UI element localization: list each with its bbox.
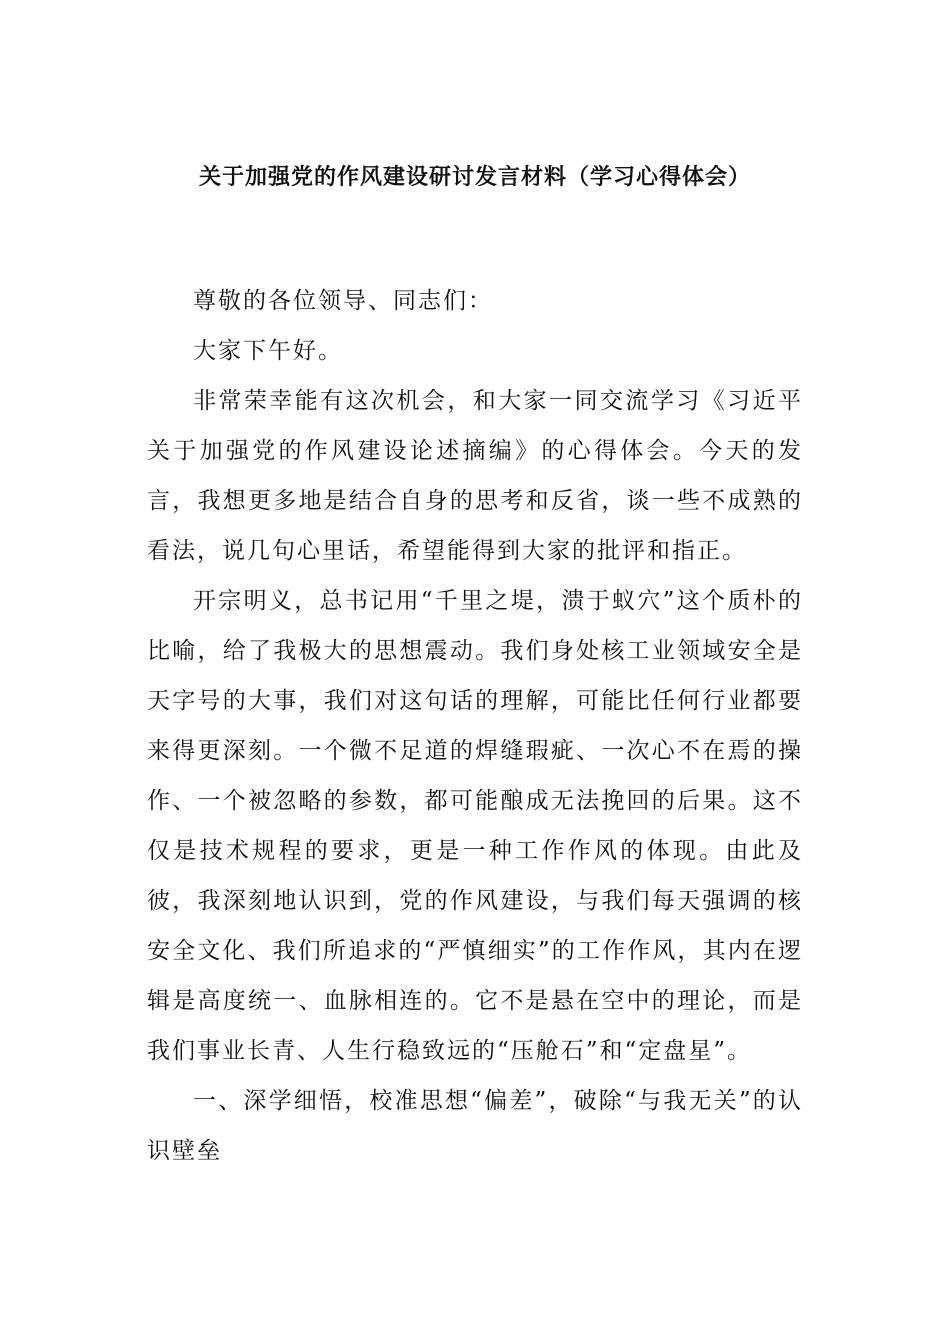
salutation: 尊敬的各位领导、同志们： [193, 288, 493, 314]
body-paragraph: 开宗明义，总书记用“千里之堤，溃于蚁穴”这个质朴的比喻，给了我极大的思想震动。我们身处核工业领域安全是天字号的大事，我们对这句话的理解，可能比任何行业都要来得更深刻。一个微不足道的焊缝瑕疵、一次心不在焉的操作、一个被忽略的参数，都可能酿成无法挽回的后果。这不仅是技术规程的要求，更是一种工作作风的体现。由此及彼，我深刻地认识到，党的作风建设，与我们每天强调的核安全文化、我们所追求的“严慎细实”的工作作风，其内在逻辑是高度统一、血脉相连的。它不是悬在空中的理论，而是我们事业长青、人生行稳致远的“压舱石”和“定盘星”。 [147, 588, 803, 1064]
intro-paragraph: 非常荣幸能有这次机会，和大家一同交流学习《习近平关于加强党的作风建设论述摘编》的心得体会。今天的发言，我想更多地是结合自身的思考和反省，谈一些不成熟的看法，说几句心里话，希望能得到大家的批评和指正。 [147, 388, 803, 564]
document-body [147, 276, 803, 1176]
greeting: 大家下午好。 [193, 338, 343, 364]
document-title: 关于加强党的作风建设研讨发言材料（学习心得体会） [198, 165, 751, 190]
section-heading: 一、深学细悟，校准思想“偏差”，破除“与我无关”的认识壁垒 [147, 1088, 803, 1164]
